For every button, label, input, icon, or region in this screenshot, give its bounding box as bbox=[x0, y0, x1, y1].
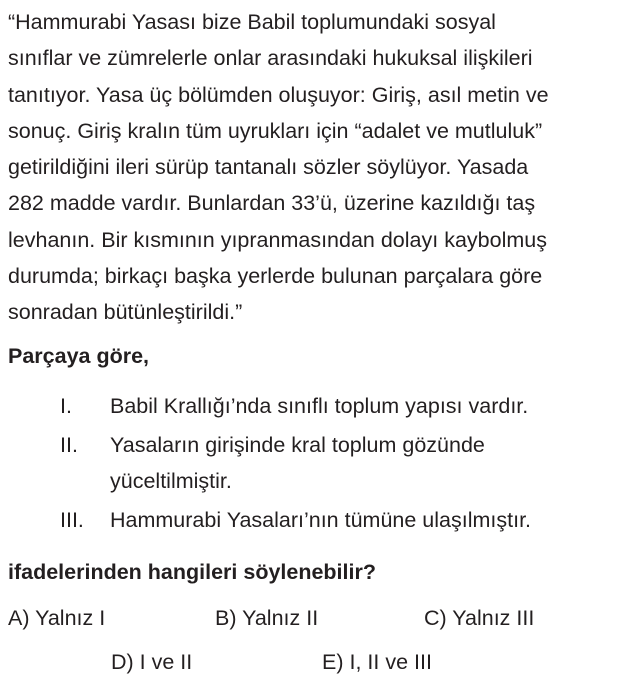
option-a[interactable]: A) Yalnız I bbox=[8, 606, 106, 630]
statement-number: II. bbox=[60, 432, 78, 457]
statement-1 bbox=[0, 388, 638, 425]
question-tail: ifadelerinden hangileri söylenebilir? bbox=[8, 560, 376, 584]
option-c[interactable]: C) Yalnız III bbox=[424, 606, 535, 630]
statement-text: Babil Krallığı’nda sınıflı toplum yapısı vardır. bbox=[110, 394, 529, 418]
option-d[interactable]: D) I ve II bbox=[111, 650, 193, 674]
statement-number: I. bbox=[60, 394, 72, 418]
passage-line: tanıtıyor. Yasa üç bölümden oluşuyor: Giriş, asıl metin ve bbox=[8, 82, 549, 107]
passage-line: durumda; birkaçı başka yerlerde bulunan parçalara göre bbox=[8, 264, 543, 289]
statement-list bbox=[0, 388, 638, 538]
passage-text bbox=[8, 4, 636, 331]
option-b[interactable]: B) Yalnız II bbox=[215, 606, 319, 630]
passage-line: getirildiğini ileri sürüp tantanalı sözler söylüyor. Yasada bbox=[8, 155, 529, 180]
statement-text: Hammurabi Yasaları’nın tümüne ulaşılmıştır. bbox=[110, 507, 532, 532]
question-lead: Parçaya göre, bbox=[8, 344, 150, 368]
statement-2 bbox=[0, 427, 638, 500]
passage-line: sınıflar ve zümrelerle onlar arasındaki hukuksal ilişkileri bbox=[8, 46, 533, 71]
statement-text: yüceltilmiştir. bbox=[110, 469, 232, 493]
passage-line: levhanın. Bir kısmının yıpranmasından dolayı kaybolmuş bbox=[8, 227, 547, 252]
statement-number: III. bbox=[60, 507, 84, 532]
statement-text: Yasaların girişinde kral toplum gözünde bbox=[110, 432, 485, 457]
passage-line: sonradan bütünleştirildi.” bbox=[8, 300, 243, 325]
passage-line: “Hammurabi Yasası bize Babil toplumundaki sosyal bbox=[8, 10, 496, 34]
passage-line: 282 madde vardır. Bunlardan 33’ü, üzerine kazıldığı taş bbox=[8, 191, 536, 216]
option-e[interactable]: E) I, II ve III bbox=[322, 650, 432, 674]
statement-3 bbox=[0, 502, 638, 539]
passage-line: sonuç. Giriş kralın tüm uyrukları için “adalet ve mutluluk” bbox=[8, 118, 543, 143]
